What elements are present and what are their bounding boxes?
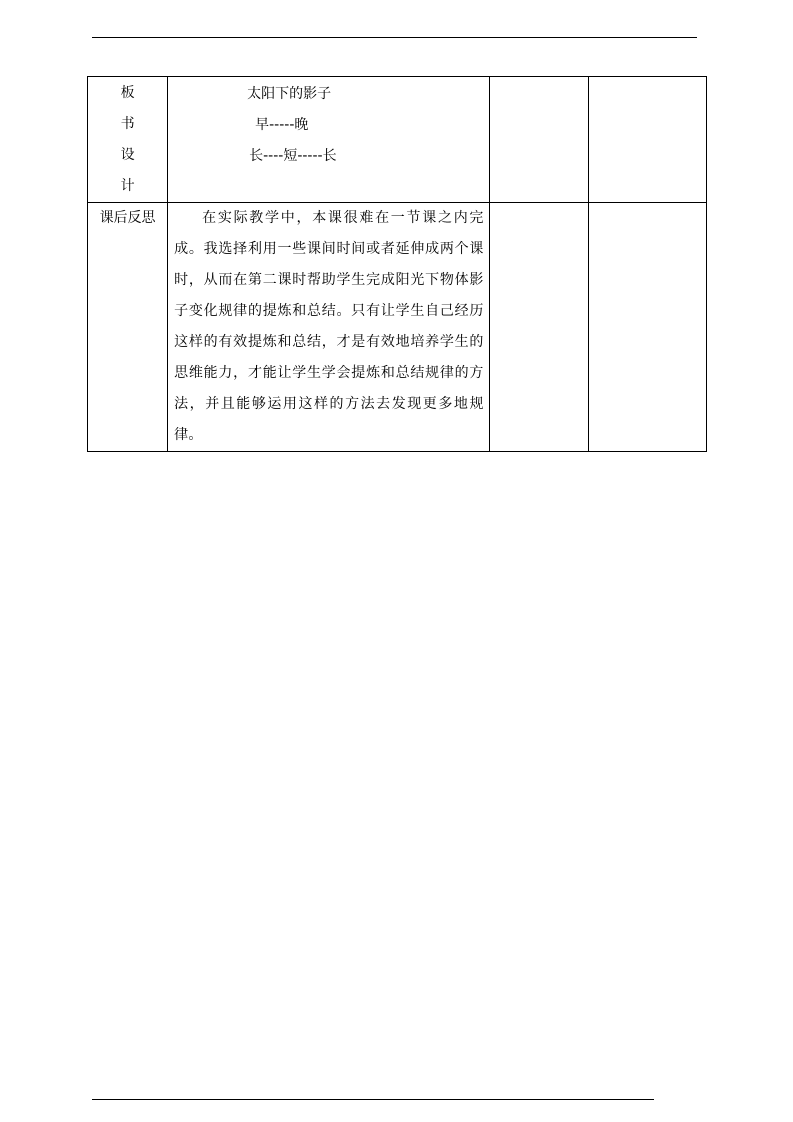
board-design-label-char: 计 [120,178,135,194]
board-design-label-cell [88,77,168,203]
empty-cell [489,77,588,203]
board-design-row [88,77,707,203]
board-design-content [168,77,489,172]
empty-cell [588,203,706,452]
board-design-label-char: 书 [120,116,135,132]
reflection-label-cell [88,203,168,452]
board-design-content-cell [168,77,490,203]
footer-rule [92,1099,654,1100]
board-design-label-char: 设 [120,147,135,163]
empty-cell [588,77,706,203]
board-line-time: 早-----晚 [255,117,309,133]
board-design-label [88,77,167,202]
reflection-content-cell [168,203,490,452]
board-design-label-char: 板 [120,85,135,101]
reflection-row [88,203,707,452]
reflection-text: 在实际教学中，本课很难在一节课之内完成。我选择利用一些课间时间或者延伸成两个课时，从而在第二课时帮助学生完成阳光下物体影子变化规律的提炼和总结。只有让学生自己经历这样的有效提炼和总结，才是有效地培养学生的思维能力，才能让学生学会提炼和总结规律的方法，并且能够运用这样的方法去发现更多地规律。 [174,210,484,443]
board-line-length: 长----短-----长 [249,148,337,164]
header-rule [92,37,697,38]
empty-cell [489,203,588,452]
reflection-label: 课后反思 [99,210,156,226]
lesson-plan-table [87,76,707,452]
board-title: 太阳下的影子 [247,86,332,102]
